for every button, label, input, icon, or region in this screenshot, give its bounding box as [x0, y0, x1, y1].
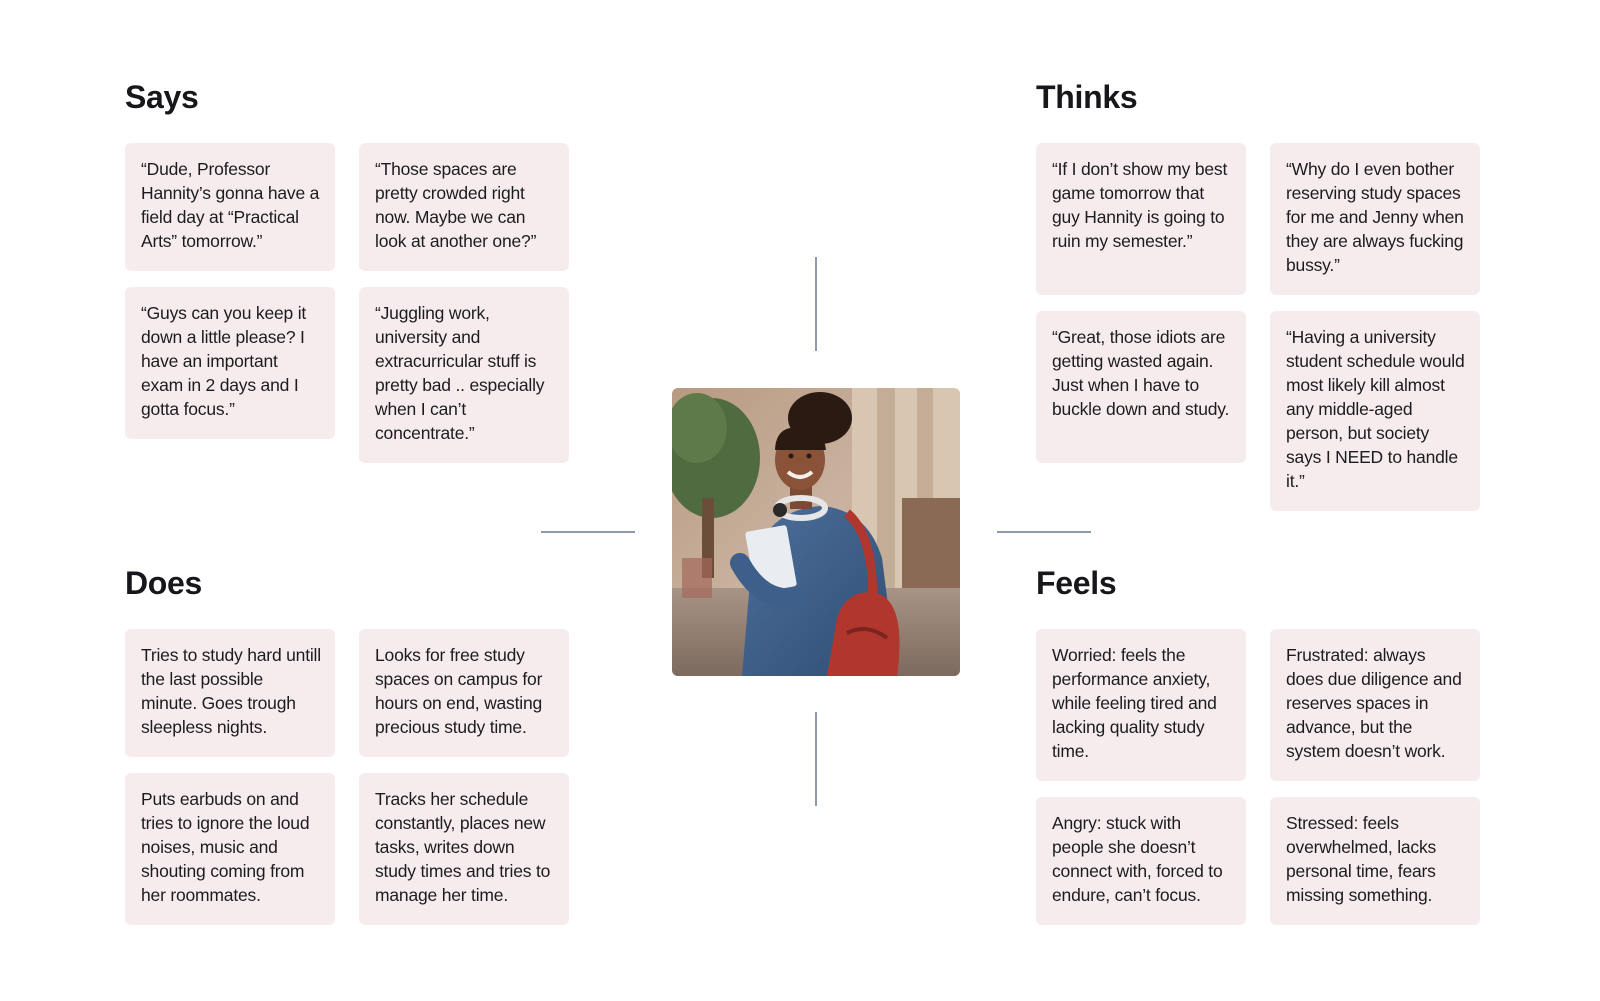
does-note: Tries to study hard untill the last possible minute. Goes trough sleepless nights. — [125, 629, 335, 757]
feels-note: Angry: stuck with people she doesn’t connect with, forced to endure, can’t focus. — [1036, 797, 1246, 925]
feels-note: Worried: feels the performance anxiety, while feeling tired and lacking quality study time. — [1036, 629, 1246, 781]
thinks-note: “If I don’t show my best game tomorrow that guy Hannity is going to ruin my semester.” — [1036, 143, 1246, 295]
feels-note: Stressed: feels overwhelmed, lacks personal time, fears missing something. — [1270, 797, 1480, 925]
feels-quadrant — [1036, 567, 1480, 937]
feels-note: Frustrated: always does due diligence and reserves spaces in advance, but the system doesn’t work. — [1270, 629, 1480, 781]
says-note: “Juggling work, university and extracurricular stuff is pretty bad .. especially when I can’t concentrate.” — [359, 287, 569, 463]
does-quadrant — [125, 567, 569, 937]
does-heading: Does — [125, 565, 203, 601]
feels-heading: Feels — [1036, 565, 1117, 601]
connector-bottom — [815, 712, 817, 806]
connector-top — [815, 257, 817, 351]
says-note: “Dude, Professor Hannity’s gonna have a field day at “Practical Arts” tomorrow.” — [125, 143, 335, 271]
does-note: Puts earbuds on and tries to ignore the loud noises, music and shouting coming from her roommates. — [125, 773, 335, 925]
thinks-note: “Having a university student schedule would most likely kill almost any middle-aged person, but society says I NEED to handle it.” — [1270, 311, 1480, 511]
thinks-heading: Thinks — [1036, 79, 1138, 115]
says-note: “Guys can you keep it down a little please? I have an important exam in 2 days and I gotta focus.” — [125, 287, 335, 439]
thinks-note: “Great, those idiots are getting wasted again. Just when I have to buckle down and study. — [1036, 311, 1246, 463]
says-quadrant — [125, 81, 569, 471]
persona-photo — [672, 388, 960, 676]
says-heading: Says — [125, 79, 199, 115]
says-note: “Those spaces are pretty crowded right now. Maybe we can look at another one?” — [359, 143, 569, 271]
connector-right — [997, 531, 1091, 533]
connector-left — [541, 531, 635, 533]
does-note: Tracks her schedule constantly, places new tasks, writes down study times and tries to manage her time. — [359, 773, 569, 925]
thinks-quadrant — [1036, 81, 1480, 521]
does-note: Looks for free study spaces on campus for hours on end, wasting precious study time. — [359, 629, 569, 757]
thinks-note: “Why do I even bother reserving study spaces for me and Jenny when they are always fucking bussy.” — [1270, 143, 1480, 295]
persona-illustration — [672, 388, 960, 676]
